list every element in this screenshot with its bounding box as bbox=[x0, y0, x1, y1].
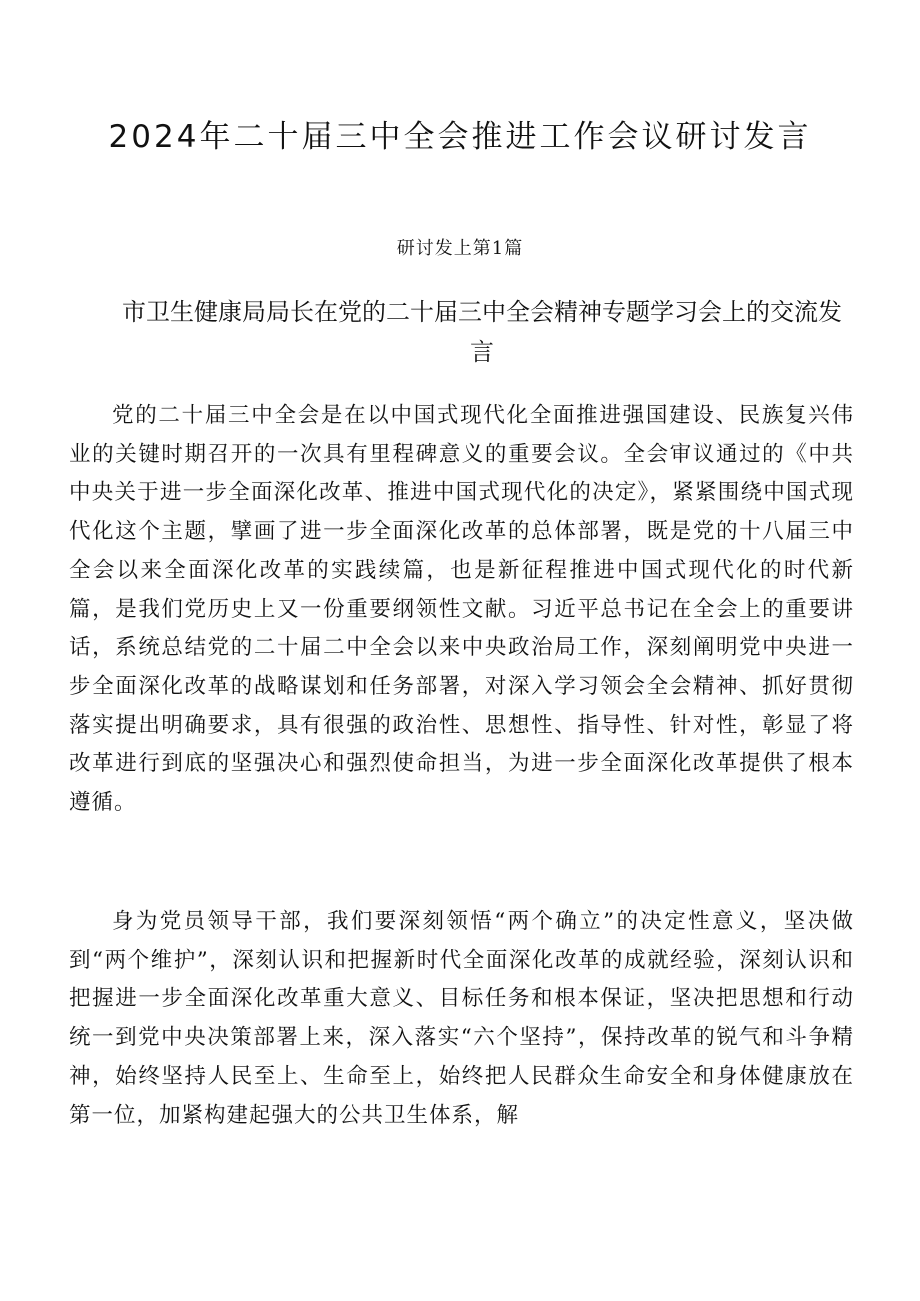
document-title: 2024年二十届三中全会推进工作会议研讨发言 bbox=[108, 119, 812, 155]
body-paragraph-2: 身为党员领导干部，我们要深刻领悟“两个确立”的决定性意义，坚决做到“两个维护”，深刻认识和把握新时代全面深化改革的成就经验，深刻认识和把握进一步全面深化改革重大意义、目标任务和根本保证，坚决把思想和行动统一到党中央决策部署上来，深入落实“六个坚持”，保持改革的锐气和斗争精神，始终坚持人民至上、生命至上，始终把人民群众生命安全和身体健康放在第一位，加紧构建起强大的公共卫生体系，解 bbox=[69, 909, 854, 1128]
section-label: 研讨发上第1篇 bbox=[396, 238, 524, 259]
article-title: 市卫生健康局局长在党的二十届三中全会精神专题学习会上的交流发言 bbox=[122, 298, 842, 366]
body-paragraph-1: 党的二十届三中全会是在以中国式现代化全面推进强国建设、民族复兴伟业的关键时期召开的一次具有里程碑意义的重要会议。全会审议通过的《中共中央关于进一步全面深化改革、推进中国式现代化的决定》，紧紧围绕中国式现代化这个主题，擘画了进一步全面深化改革的总体部署，既是党的十八届三中全会以来全面深化改革的实践续篇，也是新征程推进中国式现代化的时代新篇，是我们党历史上又一份重要纲领性文献。习近平总书记在全会上的重要讲话，系统总结党的二十届二中全会以来中央政治局工作，深刻阐明党中央进一步全面深化改革的战略谋划和任务部署，对深入学习领会全会精神、抓好贯彻落实提出明确要求，具有很强的政治性、思想性、指导性、针对性，彰显了将改革进行到底的坚强决心和强烈使命担当，为进一步全面深化改革提供了根本遵循。 bbox=[69, 403, 854, 816]
